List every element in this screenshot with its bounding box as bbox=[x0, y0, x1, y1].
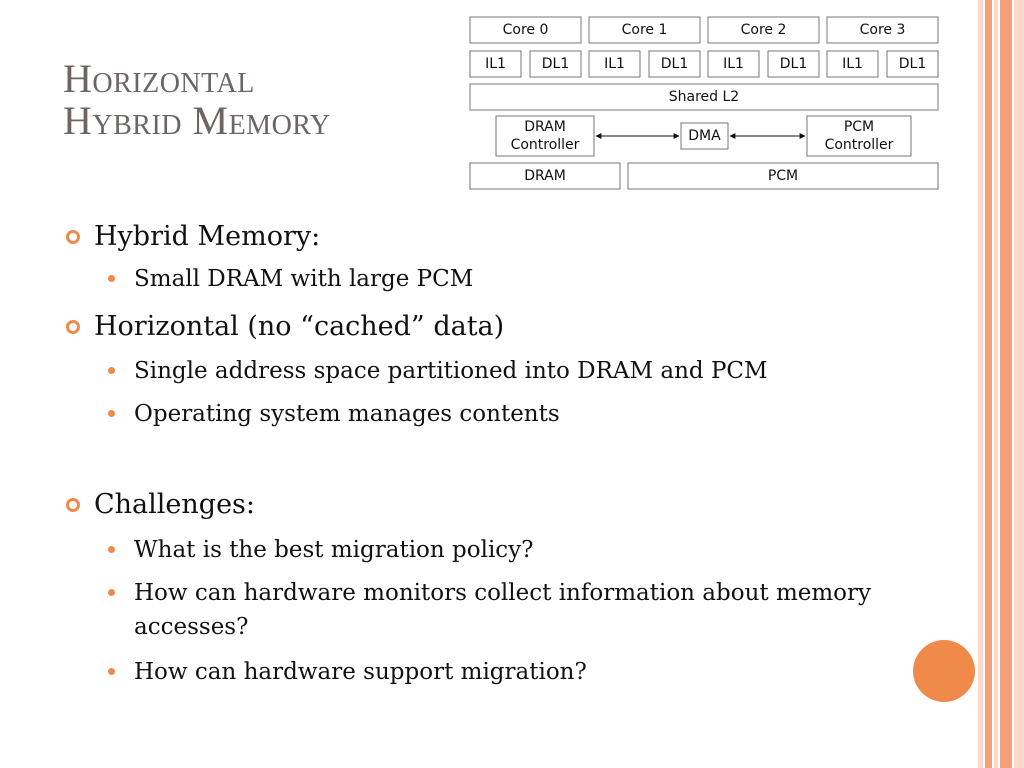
bullet-text: Small DRAM with large PCM bbox=[134, 266, 474, 292]
bullet-text: Challenges: bbox=[94, 489, 255, 520]
bullet-ring-icon bbox=[66, 320, 80, 334]
l1-label: IL1 bbox=[842, 56, 863, 72]
bullet-level1 bbox=[94, 312, 504, 342]
l1-label: DL1 bbox=[660, 56, 689, 72]
pcm-controller-label: PCM bbox=[843, 119, 875, 135]
dram-controller-label: DRAM bbox=[524, 119, 566, 135]
bullet-text: How can hardware monitors collect information about memory accesses? bbox=[134, 580, 872, 640]
bullet-dot-icon bbox=[108, 668, 115, 675]
l1-label: IL1 bbox=[604, 56, 625, 72]
bullet-level2 bbox=[134, 262, 473, 296]
bullet-text: Operating system manages contents bbox=[134, 401, 560, 427]
core-label: Core 1 bbox=[621, 22, 668, 38]
pcm-label: PCM bbox=[767, 168, 799, 184]
dram-label: DRAM bbox=[524, 168, 566, 184]
l1-label: DL1 bbox=[779, 56, 808, 72]
bullet-level2 bbox=[134, 533, 534, 567]
l1-label: IL1 bbox=[723, 56, 744, 72]
core-label: Core 0 bbox=[502, 22, 549, 38]
bullet-text: Hybrid Memory: bbox=[94, 221, 321, 252]
bullet-dot-icon bbox=[108, 410, 115, 417]
title-line: Horizontal bbox=[63, 56, 255, 101]
dma-label: DMA bbox=[688, 128, 721, 144]
bullet-text: Horizontal (no “cached” data) bbox=[94, 311, 505, 342]
bullet-dot-icon bbox=[108, 589, 115, 596]
bullet-level1 bbox=[94, 222, 320, 252]
pcm-controller-label: Controller bbox=[824, 137, 894, 153]
l1-label: DL1 bbox=[541, 56, 570, 72]
l1-label: IL1 bbox=[485, 56, 506, 72]
bullet-level2 bbox=[134, 397, 560, 431]
bullet-dot-icon bbox=[108, 546, 115, 553]
bullet-level2 bbox=[134, 354, 768, 388]
bullet-text: What is the best migration policy? bbox=[134, 537, 534, 563]
bullet-dot-icon bbox=[108, 367, 115, 374]
bullet-ring-icon bbox=[66, 230, 80, 244]
shared-l2-label: Shared L2 bbox=[668, 89, 740, 105]
l1-label: DL1 bbox=[898, 56, 927, 72]
bullet-ring-icon bbox=[66, 498, 80, 512]
bullet-text: Single address space partitioned into DRAM and PCM bbox=[134, 358, 768, 384]
decorative-circle bbox=[913, 640, 975, 702]
core-label: Core 2 bbox=[740, 22, 787, 38]
dram-controller-label: Controller bbox=[510, 137, 580, 153]
bullet-level1 bbox=[94, 490, 255, 520]
title-line: Hybrid Memory bbox=[63, 98, 331, 143]
bullet-dot-icon bbox=[108, 275, 115, 282]
bullet-text: How can hardware support migration? bbox=[134, 659, 587, 685]
bullet-level2 bbox=[134, 576, 894, 644]
core-label: Core 3 bbox=[859, 22, 906, 38]
bullet-level2 bbox=[134, 655, 587, 689]
